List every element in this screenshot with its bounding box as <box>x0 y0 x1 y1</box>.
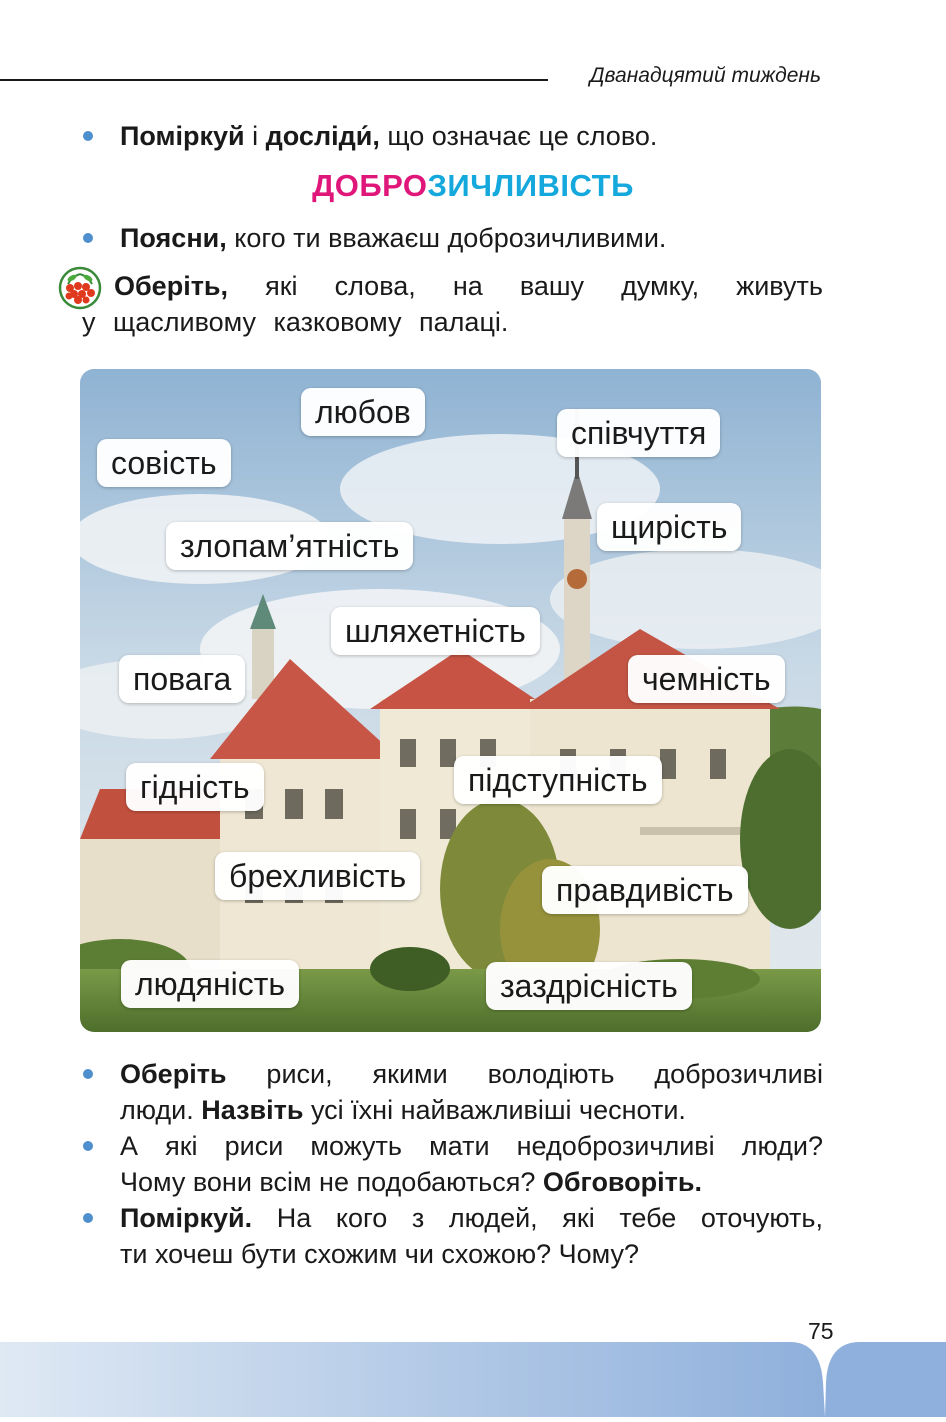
task-discuss: А які риси можуть мати недоброзичливі люди? Чому вони всім не подобаються? Обговоріть. <box>120 1131 823 1197</box>
group-task: Оберіть, які слова, на вашу думку, живуть у щасливому казковому палаці. <box>82 271 823 337</box>
task-reflect: Поміркуй. На кого з людей, які тебе оточують, ти хочеш бути схожим чи схожою? Чому? <box>120 1203 823 1269</box>
task-choose-traits: Оберіть риси, якими володіють доброзичливі люди. Назвіть усі їхні найважливіші чесноти. <box>120 1059 823 1125</box>
page-number: 75 <box>808 1318 834 1344</box>
word-tile[interactable]: правдивість <box>542 866 748 914</box>
header-rule <box>0 79 548 81</box>
keyword-part-2: ЗИЧЛИВІСТЬ <box>427 168 634 203</box>
word-tile[interactable]: чемність <box>628 655 785 703</box>
bullet-dot <box>83 1213 93 1223</box>
word-tile[interactable]: любов <box>301 388 425 436</box>
bullet-dot <box>83 1069 93 1079</box>
word-tile[interactable]: співчуття <box>557 409 720 457</box>
word-tile[interactable]: гідність <box>126 763 264 811</box>
word-tile[interactable]: людяність <box>121 960 299 1008</box>
word-tile[interactable]: злопам’ятність <box>166 522 413 570</box>
word-tile[interactable]: совість <box>97 439 231 487</box>
footer-band <box>0 1342 946 1417</box>
keyword-part-1: ДОБРО <box>312 168 428 203</box>
word-tile[interactable]: заздрісність <box>486 962 692 1010</box>
keyword-title <box>0 168 946 204</box>
word-tile[interactable]: підступність <box>454 756 662 804</box>
bullet-dot <box>83 1141 93 1151</box>
task-think-explore: Поміркуй і досліди́, що означає це слово. <box>120 121 658 151</box>
running-header: Дванадцятий тиждень <box>589 64 821 87</box>
task-explain: Поясни, кого ти вважаєш доброзичливими. <box>120 223 667 253</box>
bullet-dot <box>83 233 93 243</box>
word-tile[interactable]: брехливість <box>215 852 420 900</box>
word-tile[interactable]: шляхетність <box>331 607 540 655</box>
word-tile[interactable]: повага <box>119 655 245 703</box>
bullet-dot <box>83 131 93 141</box>
palace-photo <box>80 369 821 1032</box>
word-tile[interactable]: щирість <box>597 503 741 551</box>
